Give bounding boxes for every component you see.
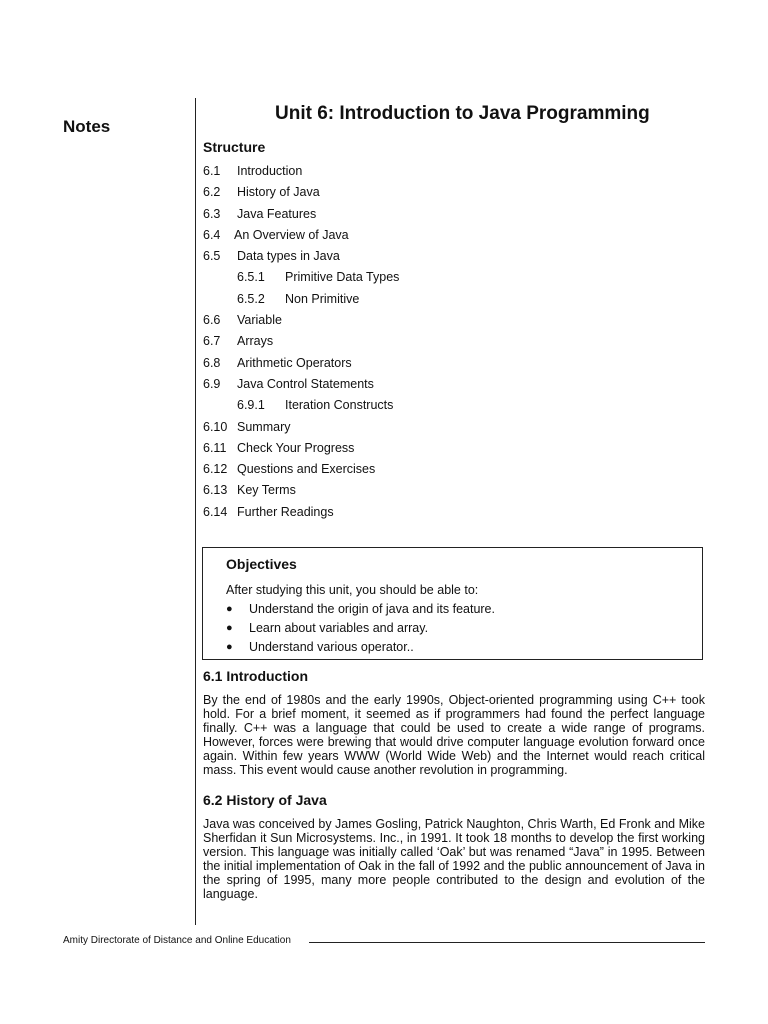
bullet-icon: ● [226, 603, 233, 615]
toc-number: 6.4 [203, 227, 221, 242]
toc-number: 6.3 [203, 206, 221, 221]
toc-number: 6.11 [203, 440, 227, 455]
toc-number: 6.2 [203, 185, 221, 200]
toc-label: Questions and Exercises [237, 462, 376, 477]
toc-number: 6.9.1 [237, 398, 265, 413]
toc-label: Introduction [237, 164, 303, 178]
toc-number: 6.6 [203, 313, 221, 328]
objectives-intro: After studying this unit, you should be able to: [226, 583, 479, 597]
history-paragraph: Java was conceived by James Gosling, Patrick Naughton, Chris Warth, Ed Fronk and Mike Sherfidan it Sun Microsystems. Inc., in 1991. It took 18 months to develop the first working version. This language was initially called ‘Oak’ but was renamed “Java” in 1995. Between the initial implementation of Oak in the fall of 1992 and the public announcement of Java in the spring of 1995, many more people contributed to the design and evolution of the language. [203, 817, 705, 901]
footer-text: Amity Directorate of Distance and Online Education [63, 935, 291, 946]
objectives-list [226, 600, 702, 657]
toc-item [203, 247, 703, 268]
bullet-icon: ● [226, 622, 233, 634]
toc-item [203, 226, 703, 247]
objective-text: Learn about variables and array. [249, 621, 429, 635]
margin-divider [195, 98, 196, 925]
toc-subitem [203, 396, 703, 417]
objective-item [226, 638, 702, 657]
toc-item [203, 183, 703, 204]
toc-item [203, 481, 703, 502]
table-of-contents [203, 162, 703, 524]
bullet-icon: ● [226, 641, 233, 653]
objective-text: Understand the origin of java and its feature. [249, 602, 495, 616]
toc-label: History of Java [237, 185, 320, 200]
toc-label: Data types in Java [237, 249, 340, 264]
toc-item [203, 205, 703, 226]
introduction-paragraph: By the end of 1980s and the early 1990s, Object-oriented programming using C++ took hold. For a brief moment, it seemed as if programmers had found the perfect language finally. C++ was a language that could be used to create a wide range of programs. However, forces were brewing that would drive computer language evolution forward once again. Within few years WWW (World Wide Web) and the Internet would reach critical mass. This event would cause another revolution in programming. [203, 693, 705, 777]
footer-divider [309, 942, 705, 943]
section-heading-history: 6.2 History of Java [203, 792, 327, 808]
toc-item [203, 354, 703, 375]
notes-label: Notes [63, 117, 111, 136]
toc-subitem [203, 268, 703, 289]
toc-label: Java Features [237, 206, 317, 221]
toc-label: Arithmetic Operators [237, 355, 352, 370]
toc-label: Iteration Constructs [285, 398, 394, 413]
toc-item [203, 503, 703, 524]
toc-number: 6.1 [203, 164, 221, 178]
toc-number: 6.5.2 [237, 291, 265, 306]
toc-number: 6.13 [203, 483, 228, 498]
objectives-box [202, 547, 703, 660]
toc-number: 6.10 [203, 419, 228, 434]
objectives-heading: Objectives [226, 556, 297, 572]
toc-label: Summary [237, 419, 291, 434]
toc-item [203, 439, 703, 460]
page-title: Unit 6: Introduction to Java Programming [275, 103, 650, 124]
toc-number: 6.7 [203, 334, 221, 349]
toc-number: 6.9 [203, 376, 221, 391]
toc-label: Java Control Statements [237, 376, 374, 391]
toc-number: 6.8 [203, 355, 221, 370]
toc-label: Variable [237, 313, 282, 328]
structure-heading: Structure [203, 139, 266, 155]
toc-item [203, 311, 703, 332]
toc-label: An Overview of Java [234, 227, 349, 242]
objective-item [226, 619, 702, 638]
toc-label: Primitive Data Types [285, 270, 400, 285]
toc-label: Arrays [237, 334, 274, 349]
toc-item [203, 332, 703, 353]
toc-number: 6.5 [203, 249, 221, 264]
toc-item [203, 418, 703, 439]
objective-item [226, 600, 702, 619]
toc-item [203, 162, 703, 183]
toc-label: Further Readings [237, 504, 334, 519]
toc-number: 6.5.1 [237, 270, 265, 285]
toc-label: Non Primitive [285, 291, 360, 306]
toc-number: 6.12 [203, 462, 228, 477]
toc-label: Check Your Progress [237, 440, 355, 455]
toc-item [203, 375, 703, 396]
toc-label: Key Terms [237, 483, 296, 498]
toc-number: 6.14 [203, 504, 228, 519]
section-heading-introduction: 6.1 Introduction [203, 668, 308, 684]
toc-item [203, 460, 703, 481]
objective-text: Understand various operator.. [249, 640, 414, 654]
toc-subitem [203, 290, 703, 311]
